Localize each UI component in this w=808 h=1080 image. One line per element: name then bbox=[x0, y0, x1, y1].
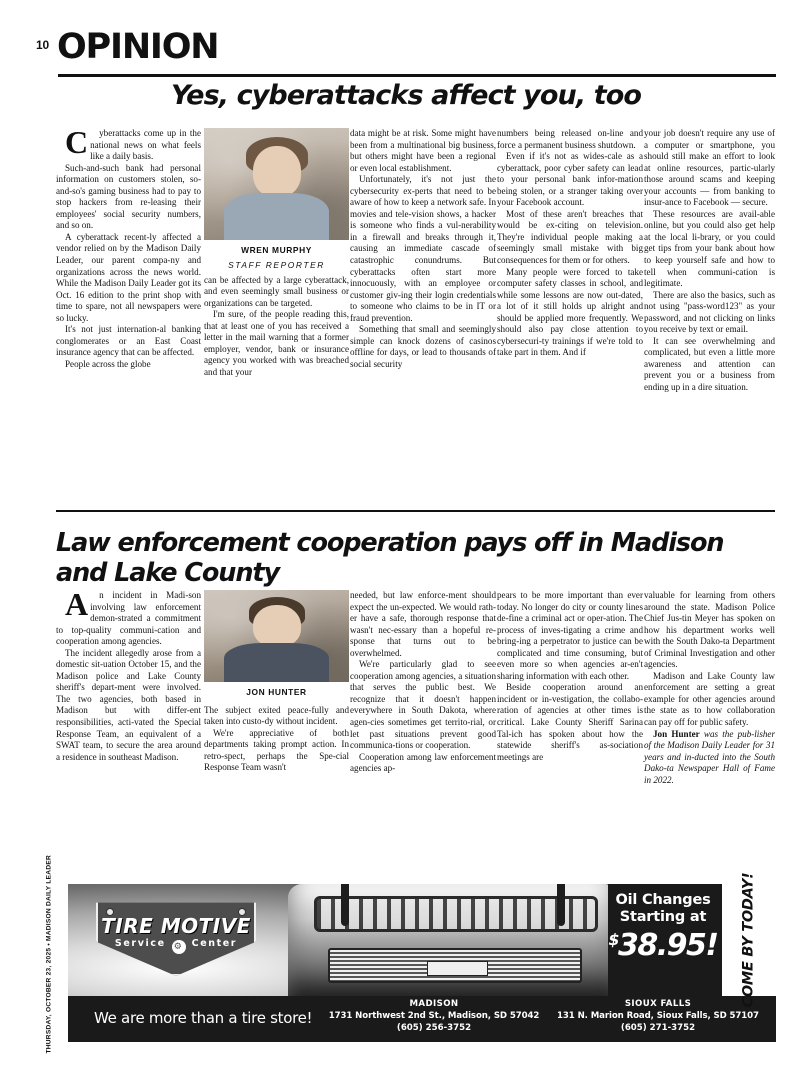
ad-price-currency: $ bbox=[608, 930, 619, 949]
photo-face-shape bbox=[253, 146, 301, 198]
ad-offer-line-2: Starting at bbox=[619, 909, 707, 925]
ad-offer bbox=[608, 884, 718, 996]
ad-hero-photo bbox=[68, 884, 608, 996]
photo-caption-name: WREN MURPHY bbox=[241, 245, 312, 255]
columnist-photo bbox=[204, 590, 349, 682]
ad-truck-rollbar-left bbox=[341, 884, 349, 926]
article-2-column-2 bbox=[204, 590, 349, 774]
ad-store-address: 1731 Northwest 2nd St., Madison, SD 57042 bbox=[328, 1011, 540, 1021]
ad-truck-license-plate bbox=[427, 961, 488, 976]
article-1-column-1 bbox=[56, 124, 201, 370]
paragraph: Cooperation among law enforcement agencies ap- bbox=[350, 751, 496, 774]
masthead-divider bbox=[58, 74, 776, 77]
paragraph: numbers being released on-line and force a permanent business shutdown. bbox=[497, 128, 643, 150]
article-1-column-4 bbox=[497, 128, 643, 359]
paragraph: A cyberattack recent-ly affected a vendor relied on by the Madison Daily Leader, our parent compa-ny and organizations across the news world. While the Madison Daily Leader got its Oct. 16 edition to the print shop with time to spare, not all newspapers were so lucky. bbox=[56, 231, 201, 323]
article-1-body bbox=[56, 124, 775, 468]
paragraph: We're particularly glad to see cooperation among agencies, a situation that serves the public best. We recognize that it doesn't happen everywhere in South Dakota, where agen-cies sometimes get territo-rial, or let past situations prevent good communica-tions or cooperation. bbox=[350, 659, 496, 751]
paragraph: The incident allegedly arose from a domestic sit-uation October 15, and the Madison police and Lake County sheriff's depart-ment were involved. The two agencies, both based in Madison but with differ-ent responsibilities, acti-vated the Special Response Team, an equivalent of a SWAT team, to secure the area around a residence in southeast Madison. bbox=[56, 647, 201, 762]
paragraph: pears to be more important than ever today. No longer do city or county lines de-fine a criminal act or oper-ation. The process of inves-tigating a crime and bring-ing a perpetrator to justice can be complicated and time consuming, but even more so when agencies ar-en't sharing information with each other. bbox=[497, 590, 643, 681]
article-2-photo-block bbox=[204, 590, 349, 699]
ad-store-madison bbox=[324, 999, 544, 1033]
paragraph: Beside cooperation around an incident or in-vestigation, the collabo-ration of agencies at other times is critical. Lake County Sheriff Sarina Tal-ich has spoken about how the statewide sheriff's as-sociation meetings are bbox=[497, 682, 643, 762]
paragraph: Many people were forced to take computer safety classes in school, and while some lessons are now out-dated, a lot of it still holds up alright and should be applied more frequently. We should also pay close attention to cybersecuri-ty trainings if we're told to take part in them. And if bbox=[497, 266, 643, 358]
ad-offer-line-1: Oil Changes bbox=[615, 892, 711, 908]
ad-logo bbox=[96, 898, 256, 976]
ad-price-value: 38.95! bbox=[618, 928, 718, 963]
author-bio bbox=[644, 729, 775, 787]
masthead bbox=[36, 27, 776, 74]
article-1-column-5 bbox=[644, 128, 775, 394]
ad-price bbox=[608, 928, 718, 963]
ad-logo-sub-right: Center bbox=[191, 938, 238, 949]
advertisement[interactable] bbox=[68, 872, 776, 1042]
photo-body-shape bbox=[224, 193, 328, 240]
paragraph: It can see overwhelming and complicated, but even a little more awareness and attention can prevent you or a business from ending up in a dire situation. bbox=[644, 335, 775, 393]
paragraph: Cyberattacks come up in the national news on what feels like a daily basis. bbox=[65, 124, 201, 162]
paragraph: An incident in Madi-son involving law enforcement demon-strated a commitment to top-quality communi-cation and cooperation among agencies. bbox=[56, 586, 201, 647]
ad-tagline: We are more than a tire store! bbox=[94, 1009, 313, 1027]
paragraph: valuable for learning from others around the state. Madison Police Chief Jus-tin Meyer has spoken on how his department works well with the South Dako-ta Department of Criminal Investigation and other agencies. bbox=[644, 590, 775, 670]
ad-truck-rack bbox=[314, 896, 597, 933]
ad-call-to-action-label: COME BY TODAY! bbox=[740, 872, 757, 1008]
ad-logo-sub-left: Service bbox=[114, 938, 166, 949]
paragraph: needed, but law enforce-ment should expect the un-expected. We would rath-er have a safe, thorough response that wasn't nec-essary than a hopeful re-sponse that turns out to be overwhelmed. bbox=[350, 590, 496, 658]
article-1-headline: Yes, cyberattacks affect you, too bbox=[170, 80, 642, 111]
paragraph: People across the globe bbox=[65, 358, 151, 369]
paragraph: These resources are avail-able online, but you could also get help at the local li-brary, or you could get tips from your bank about how to keep yourself safe and how to tell when communi-cation is legitimate. bbox=[644, 208, 775, 289]
photo-face-shape bbox=[253, 605, 301, 647]
ad-truck-rollbar-right bbox=[557, 884, 565, 926]
ad-store-address: 131 N. Marion Road, Sioux Falls, SD 57107 bbox=[557, 1011, 759, 1021]
paragraph: I'm sure, of the people reading this, that at least one of you has received a letter in the mail warning that a former employer, vendor, bank or insurance agency you worked with was breached and that your bbox=[204, 309, 349, 377]
ad-call-to-action[interactable] bbox=[722, 872, 776, 1008]
paragraph: There are also the basics, such as not using "pass-word123" as your password, and not clicking on links you receive by text or email. bbox=[644, 289, 775, 335]
ad-store-phone[interactable]: (605) 271-3752 bbox=[620, 1023, 696, 1033]
ad-store-city: MADISON bbox=[409, 999, 459, 1009]
paragraph: Most of these aren't breaches that would be ex-citing on television. They're individual people making a seemingly small mistake with big consequences for them or for others. bbox=[497, 208, 643, 266]
ad-store-phone[interactable]: (605) 256-3752 bbox=[396, 1023, 472, 1033]
ad-logo-name: TIRE MOTIVE bbox=[101, 914, 251, 938]
article-1-column-3 bbox=[350, 128, 496, 370]
paragraph: Something that small and seemingly simple can knock dozens of casinos offline for days, or lead to thousands of social security bbox=[350, 324, 496, 369]
photo-body-shape bbox=[224, 643, 328, 682]
reporter-photo bbox=[204, 128, 349, 240]
article-divider bbox=[56, 510, 775, 512]
paragraph: Madison and Lake County law enforcement are setting a great example for other agencies around the state as to how collaboration can pay off for public safety. bbox=[644, 670, 775, 728]
paragraph: We're appreciative of both departments taking prompt action. In retro-spect, perhaps the Spe-cial Response Team wasn't bbox=[204, 727, 349, 773]
article-2-column-4 bbox=[497, 590, 643, 763]
article-2-column-3 bbox=[350, 590, 496, 775]
section-title: OPINION bbox=[57, 27, 219, 67]
article-2-column-1 bbox=[56, 586, 201, 763]
paragraph: can be affected by a large cyberattack, and even seemingly small business or organizations can be targeted. bbox=[204, 274, 349, 308]
paragraph: your job doesn't require any use of a computer or smartphone, you should still make an effort to look at online resources, partic-ularly those around scams and keeping your accounts — from banking to insur-ance to Facebook — secure. bbox=[644, 128, 775, 208]
page-date-stamp: THURSDAY, OCTOBER 23, 2025 • MADISON DAILY LEADER bbox=[45, 855, 53, 1054]
paragraph: It's not just internation-al banking conglomerates or an East Coast insurance agency that can be affected. bbox=[56, 324, 201, 358]
paragraph: Even if it's not as wides-cale as a cyberattack, poor cyber safety can lead to your personal bank infor-mation being stolen, or a stranger taking over your Facebook account. bbox=[497, 151, 643, 208]
photo-caption-name: JON HUNTER bbox=[246, 687, 307, 697]
author-bio-name: Jon Hunter bbox=[653, 728, 700, 739]
article-1-photo-block bbox=[204, 128, 349, 271]
article-2-body bbox=[56, 586, 775, 840]
gear-icon: ⚙ bbox=[172, 940, 186, 954]
paragraph: The subject exited peace-fully and taken into custo-dy without incident. bbox=[204, 704, 349, 727]
article-2-column-5 bbox=[644, 590, 775, 786]
article-1-column-2 bbox=[204, 128, 349, 378]
paragraph: Unfortunately, it's not just the cybersecurity ex-perts that need to be aware of how to keep a network safe. In movies and tele-vision shows, a hacker is someone who finds a vul-nerability in a firewall and breaks through it, causing an immediate cascade of catastrophic conundrums. But cyberattacks often start more innocuously, with an employee or customer giv-ing their login credentials to someone who claims to be in IT or fraud prevention. bbox=[350, 174, 496, 323]
ad-store-sioux-falls bbox=[544, 999, 772, 1033]
photo-caption-role: STAFF REPORTER bbox=[228, 259, 325, 270]
page-number: 10 bbox=[36, 38, 49, 52]
paragraph: data might be at risk. Some might have been from a multinational big business, but others might have been a regional or even local establishment. bbox=[350, 128, 496, 173]
ad-store-city: SIOUX FALLS bbox=[624, 999, 692, 1009]
ad-logo-subtitle bbox=[96, 938, 256, 954]
article-2-headline: Law enforcement cooperation pays off in Madison and Lake County bbox=[56, 528, 724, 588]
ad-truck-image bbox=[288, 884, 608, 996]
paragraph: Such-and-such bank had personal information on customers stolen, so-and-so's gaming business had to pay to stop hackers from re-leasing their employees' social security numbers, and so on. bbox=[56, 162, 201, 231]
ad-bottom-bar bbox=[68, 996, 776, 1042]
author-bio-text: was the pub-lisher of the Madison Daily Leader for 31 years and in-ducted into the South Dako-ta Newspaper Hall of Fame in 2022. bbox=[644, 728, 775, 785]
